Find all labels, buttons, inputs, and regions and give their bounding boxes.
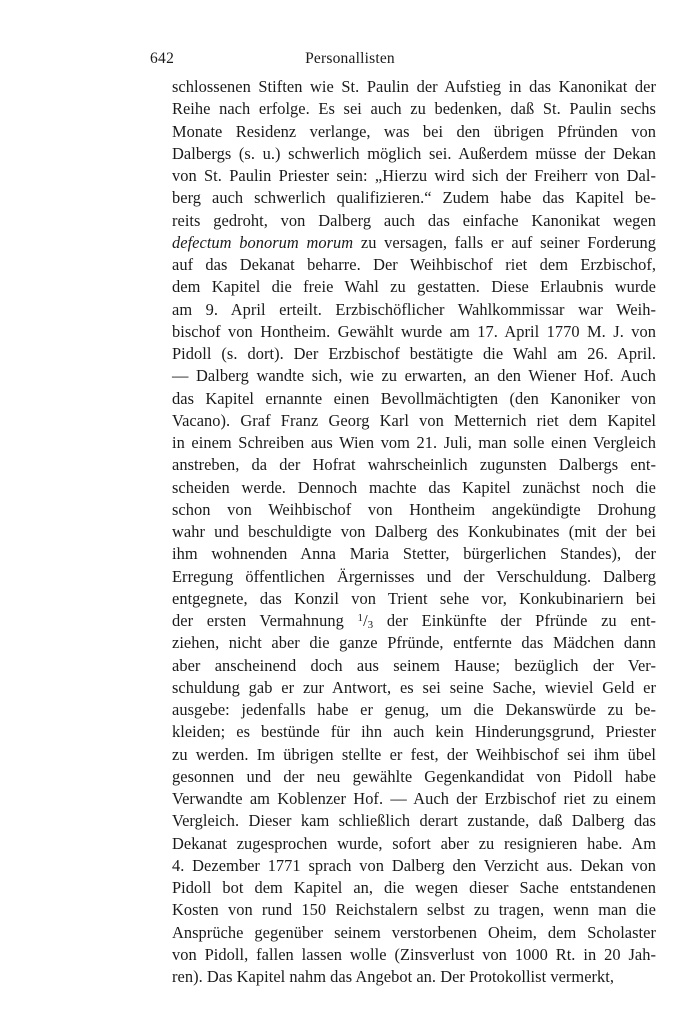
text-line: scheiden werde. Dennoch machte das Kapitel zunächst noch die: [172, 477, 656, 497]
fraction: [358, 611, 374, 630]
text-line: gesonnen und der neu gewählte Gegenkandidat von Pidoll habe: [172, 766, 656, 786]
text-line: kleiden; es bestünde für ihn auch kein Hinderungsgrund, Priester: [172, 722, 656, 742]
text-line: Verwandte am Koblenzer Hof. — Auch der Erzbischof riet zu einem: [172, 789, 656, 808]
text-line: Pidoll (s. dort). Der Erzbischof bestätigte die Wahl am 26. April.: [172, 344, 656, 363]
text-run: der ersten Vermahnung: [172, 611, 358, 630]
fraction-numerator: 1: [357, 612, 364, 624]
text-line: ren). Das Kapitel nahm das Angebot an. Der Protokollist vermerkt,: [172, 967, 615, 986]
text-line: das Kapitel ernannte einen Bevollmächtigten (den Kanoniker von: [172, 388, 656, 408]
text-line: Ansprüche gegenüber seinem verstorbenen Oheim, dem Scholaster: [172, 922, 656, 942]
text-line: von Pidoll, fallen lassen wolle (Zinsverlust von 1000 Rt. in 20 Jah-: [172, 944, 656, 964]
text-line: Vacano). Graf Franz Georg Karl von Metternich riet dem Kapitel: [172, 410, 656, 430]
text-line: ihm wohnenden Anna Maria Stetter, bürgerlichen Standes), der: [172, 544, 656, 564]
text-line: am 9. April erteilt. Erzbischöflicher Wahlkommissar war Weih-: [172, 299, 656, 319]
fraction-denominator: 3: [367, 619, 374, 631]
text-line: ausgebe: jedenfalls habe er genug, um die Dekanswürde zu be-: [172, 700, 656, 719]
text-line: dem Kapitel die freie Wahl zu gestatten. Diese Erlaubnis wurde: [172, 277, 656, 297]
running-head: Personallisten: [305, 50, 395, 67]
text-line: von St. Paulin Priester sein: „Hierzu wird sich der Freiherr von Dal-: [172, 166, 656, 185]
text-line: 4. Dezember 1771 sprach von Dalberg den Verzicht aus. Dekan von: [172, 855, 656, 875]
body-text: [172, 76, 656, 988]
text-line: Pidoll bot dem Kapitel an, die wegen dieser Sache entstandenen: [172, 878, 656, 897]
text-line: Reihe nach erfolge. Es sei auch zu bedenken, daß St. Paulin sechs: [172, 99, 656, 119]
text-line: Kosten von rund 150 Reichstalern selbst zu tragen, wenn man die: [172, 900, 656, 920]
text-line: [172, 610, 656, 632]
page-number: 642: [150, 50, 175, 67]
text-line: bischof von Hontheim. Gewählt wurde am 17. April 1770 M. J. von: [172, 321, 656, 341]
text-line: berg auch schwerlich qualifizieren.“ Zudem habe das Kapitel be-: [172, 188, 656, 208]
text-line: Dalbergs (s. u.) schwerlich möglich sei. Außerdem müsse der Dekan: [172, 143, 656, 163]
text-line: aber anscheinend doch aus seinem Hause; bezüglich der Ver-: [172, 655, 656, 675]
text-line: entgegnete, das Konzil von Trient sehe vor, Konkubinariern bei: [172, 588, 656, 608]
text-line: in einem Schreiben aus Wien vom 21. Juli, man solle einen Vergleich: [172, 433, 656, 452]
text-line: Vergleich. Dieser kam schließlich derart zustande, daß Dalberg das: [172, 811, 656, 831]
text-line: Dekanat zugesprochen wurde, sofort aber zu resignieren habe. Am: [172, 833, 656, 853]
text-line: [172, 232, 656, 254]
text-line: zu werden. Im übrigen stellte er fest, der Weihbischof sei ihm übel: [172, 744, 656, 764]
text-run: der Einkünfte der Pfründe zu ent-: [373, 611, 657, 630]
text-line: Erregung öffentlichen Ärgernisses und der Verschuldung. Dalberg: [172, 566, 656, 586]
fraction-slash: /: [363, 611, 368, 630]
text-line: anstreben, da der Hofrat wahrscheinlich zugunsten Dalbergs ent-: [172, 455, 656, 475]
text-line: schlossenen Stiften wie St. Paulin der Aufstieg in das Kanonikat der: [172, 77, 656, 96]
text-line: — Dalberg wandte sich, wie zu erwarten, an den Wiener Hof. Auch: [172, 366, 656, 386]
text-line: wahr und beschuldigte von Dalberg des Konkubinates (mit der bei: [172, 522, 656, 541]
text-line: schon von Weihbischof von Hontheim angekündigte Drohung: [172, 499, 656, 519]
text-line: Monate Residenz verlange, was bei den übrigen Pfründen von: [172, 121, 656, 141]
page-header: [150, 50, 550, 68]
text-run: zu versagen, falls er auf seiner Forderung: [353, 232, 657, 252]
text-line: auf das Dekanat beharre. Der Weihbischof riet dem Erzbischof,: [172, 255, 656, 274]
latin-phrase: defectum bonorum morum: [172, 232, 354, 252]
text-line: reits gedroht, von Dalberg auch das einfache Kanonikat wegen: [172, 210, 656, 230]
text-line: ziehen, nicht aber die ganze Pfründe, entfernte das Mädchen dann: [172, 633, 656, 653]
text-line: schuldung gab er zur Antwort, es sei seine Sache, wieviel Geld er: [172, 677, 656, 697]
